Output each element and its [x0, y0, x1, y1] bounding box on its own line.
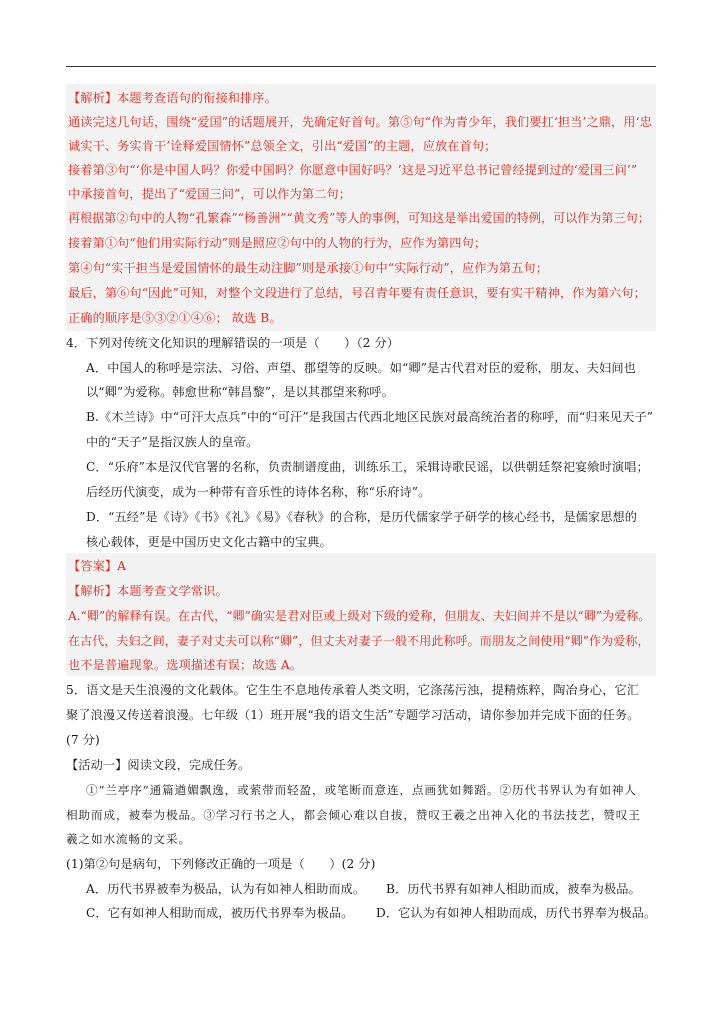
sub-question-option-d: D．它认为有如神人相助而成，历代书界奉为极品。 [376, 906, 657, 920]
analysis-line: 中承接首句，提出了“爱国三问”，可以作为第二句； [68, 187, 351, 201]
sub-question-option-b: B．历代书界有如神人相助而成，被奉为极品。 [386, 882, 641, 896]
analysis-heading-2: 【解析】本题考查文学常识。 [68, 584, 228, 598]
answer-label: 【答案】A [68, 559, 127, 573]
passage-line: ①“兰亭序”通篇遒媚飘逸，或萦带而轻盈，或笔断而意连，点画犹如舞蹈。②历代书界认为有如神人 [86, 783, 637, 797]
analysis-line-2: 也不是普遍现象。选项描述有误；故选 A。 [68, 658, 303, 672]
analysis-line-2: A.“卿”的解释有误。在古代，“卿”确实是君对臣或上级对下级的爱称，但朋友、夫妇间并不是以“卿”为爱称。 [68, 609, 651, 623]
sub-question-option-a: A．历代书界被奉为极品，认为有如神人相助而成。 [86, 882, 366, 896]
header-rule [66, 66, 656, 67]
question-5-intro: 5．语文是天生浪漫的文化载体。它生生不息地传承着人类文明，它涤荡污浊，提精炼粹，陶冶身心，它汇 [66, 683, 640, 697]
question-4-option-a-cont: 以“卿”为爱称。韩愈世称“韩昌黎”，是以其郡望来称呼。 [86, 385, 394, 399]
question-4-option-b-cont: 中的“天子”是指汉族人的皇帝。 [86, 435, 259, 449]
passage-line: 羲之如水流畅的文采。 [66, 832, 191, 846]
question-4-option-d-cont: 核心载体，更是中国历史文化古籍中的宝典。 [86, 535, 332, 549]
analysis-line: 通读完这几句话，围绕“爱国”的话题展开，先确定好首句。第⑤句“作为青少年，我们要扛‘担当’之鼎，用‘忠 [68, 115, 652, 129]
analysis-line: 诚实干、务实肯干’诠释爱国情怀”总领全文，引出“爱国”的主题，应放在首句； [68, 139, 497, 153]
passage-line: 相助而成，被奉为极品。③学习行书之人，都会倾心难以自拔，赞叹王羲之出神入化的书法技艺，赞叹王 [66, 808, 641, 822]
analysis-heading: 【解析】本题考查语句的衔接和排序。 [68, 91, 277, 105]
analysis-line: 再根据第②句中的人物“孔繁森”“杨善洲”“黄文秀”等人的事例，可知这是举出爱国的特例，可以作为第三句； [68, 211, 650, 225]
question-4-option-c: C．“乐府”本是汉代官署的名称，负责制谱度曲，训练乐工，采辑诗歌民谣，以供朝廷祭祀宴飨时演唱； [86, 460, 649, 474]
sub-question-1: (1)第②句是病句，下列修改正确的一项是（ ）(2 分) [66, 857, 376, 871]
analysis-conclusion: 正确的顺序是⑤③②①④⑥； 故选 B。 [68, 311, 282, 325]
analysis-line: 接着第③句“‘你是中国人吗？你爱中国吗？你愿意中国好吗？’这是习近平总书记曾经提到过的‘爱国三问’” [68, 163, 638, 177]
analysis-line: 最后，第⑥句“因此”可知，对整个文段进行了总结，号召青年要有责任意识，要有实干精神，作为第六句； [68, 286, 646, 300]
question-5-intro-cont: 聚了浪漫又传送着浪漫。七年级（1）班开展“我的语文生活”专题学习活动，请你参加并完成下面的任务。 [66, 708, 640, 722]
question-5-points: (7 分) [66, 733, 100, 747]
analysis-line: 接着第①句“他们用实际行动”则是照应②句中的人物的行为，应作为第四句； [68, 236, 487, 250]
analysis-line: 第④句“实干担当是爱国情怀的最生动注脚”则是承接①句中“实际行动”，应作为第五句； [68, 261, 548, 275]
question-4-option-c-cont: 后经历代演变，成为一种带有音乐性的诗体名称，称“乐府诗”。 [86, 485, 431, 499]
question-4-option-d: D．“五经”是《诗》《书》《礼》《易》《春秋》的合称，是历代儒家学子研学的核心经书，是儒家思想的 [86, 510, 638, 524]
sub-question-option-c: C．它有如神人相助而成，被历代书界奉为极品。 [86, 906, 354, 920]
question-4-stem: 4．下列对传统文化知识的理解错误的一项是（ ）（2 分） [66, 336, 400, 350]
activity-1-title: 【活动一】阅读文段，完成任务。 [66, 758, 251, 772]
question-4-option-b: B.《木兰诗》中“可汗大点兵”中的“可汗”是我国古代西北地区民族对最高统治者的称呼，而“归来见天子” [86, 410, 654, 424]
analysis-line-2: 在古代，夫妇之间，妻子对丈夫可以称“卿”，但丈夫对妻子一般不用此称呼。而朋友之间使用“卿”作为爱称， [68, 634, 650, 648]
question-4-option-a: A．中国人的称呼是宗法、习俗、声望、郡望等的反映。如“卿”是古代君对臣的爱称，朋友、夫妇间也 [86, 361, 636, 375]
